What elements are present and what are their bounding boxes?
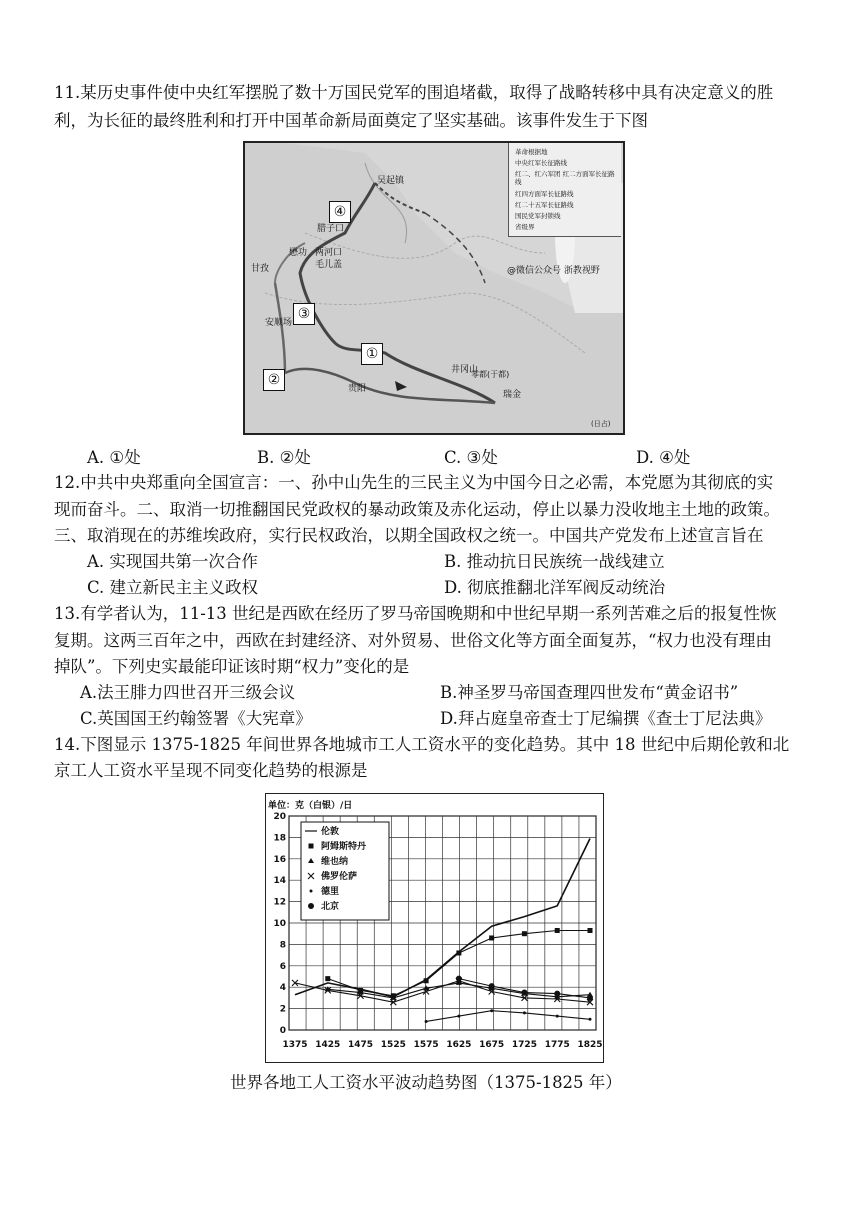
q12-line2: 现而奋斗。二、取消一切推翻国民党政权的暴动政策及赤化运动，停止以暴力没收地主土地的政策。 bbox=[54, 500, 780, 519]
q12-line3: 三、取消现在的苏维埃政府，实行民权政治，以期全国政权之统一。中国共产党发布上述宣言旨在 bbox=[54, 526, 764, 545]
data-point bbox=[325, 976, 330, 981]
legend-swatch bbox=[308, 903, 314, 909]
legend-item: 红二十五军长征路线 bbox=[515, 201, 574, 209]
place-lazikou: 腊子口 bbox=[317, 224, 345, 234]
data-point bbox=[554, 991, 560, 997]
data-point bbox=[489, 935, 494, 940]
x-tick-label: 1625 bbox=[446, 1040, 472, 1050]
data-point bbox=[489, 983, 495, 989]
x-tick-label: 1825 bbox=[577, 1040, 603, 1050]
place-jinggangshan: 井冈山 bbox=[451, 365, 479, 375]
x-tick-label: 1525 bbox=[380, 1040, 406, 1050]
map-watermark: @微信公众号 浙教视野 bbox=[507, 266, 600, 276]
y-tick-label: 16 bbox=[273, 854, 286, 865]
q13-line2: 复期。这两三百年之中，西欧在封建经济、对外贸易、世俗文化等方面全面复苏，“权力也没有理由 bbox=[54, 631, 772, 650]
y-tick-label: 6 bbox=[279, 961, 286, 972]
q13-option-c[interactable]: C.英国国王约翰签署《大宪章》 bbox=[80, 709, 312, 728]
data-point bbox=[522, 931, 527, 936]
data-point bbox=[425, 1020, 428, 1023]
legend-label: 维也纳 bbox=[321, 857, 349, 867]
map-corner-note: (日占) bbox=[591, 420, 611, 428]
y-tick-label: 8 bbox=[279, 940, 286, 951]
q11-line1: 11.某历史事件使中央红军摆脱了数十万国民党军的围追堵截，取得了战略转移中具有决定意义的胜 bbox=[54, 83, 774, 102]
y-tick-label: 10 bbox=[273, 919, 286, 929]
chart-caption: 世界各地工人工资水平波动趋势图（1375-1825 年） bbox=[230, 1073, 622, 1092]
x-tick-label: 1775 bbox=[544, 1040, 570, 1050]
legend-label: 伦敦 bbox=[321, 827, 340, 837]
place-wuqizhen: 吴起镇 bbox=[377, 176, 405, 186]
q14-line2: 京工人工资水平呈现不同变化趋势的根源是 bbox=[54, 761, 368, 780]
x-tick-label: 1425 bbox=[315, 1040, 341, 1050]
legend-item: 红二、红六军团 红二方面军长征路线 bbox=[515, 170, 615, 186]
y-tick-label: 12 bbox=[273, 897, 286, 908]
y-tick-label: 0 bbox=[279, 1026, 286, 1036]
data-point bbox=[523, 1011, 526, 1014]
legend-label: 德里 bbox=[321, 887, 340, 897]
data-point bbox=[589, 1018, 592, 1021]
marker-4: ④ bbox=[329, 201, 351, 223]
place-yudu: 零都(于都) bbox=[471, 370, 510, 379]
q11-option-d[interactable]: D. ④处 bbox=[636, 448, 691, 467]
y-tick-label: 20 bbox=[273, 812, 286, 822]
legend-item: 革命根据地 bbox=[515, 148, 548, 156]
chart-unit-label: 单位：克（白银）/日 bbox=[268, 801, 353, 811]
data-point bbox=[555, 928, 560, 933]
legend-swatch bbox=[309, 844, 314, 849]
data-point bbox=[587, 995, 593, 1001]
place-anshunchang: 安顺场 bbox=[265, 318, 293, 328]
chart-legend bbox=[301, 822, 389, 920]
q12-option-a[interactable]: A. 实现国共第一次合作 bbox=[87, 552, 258, 571]
legend-label: 阿姆斯特丹 bbox=[321, 842, 367, 852]
wage-chart bbox=[265, 793, 604, 1063]
legend-label: 佛罗伦萨 bbox=[321, 872, 358, 882]
y-tick-label: 2 bbox=[279, 1004, 286, 1015]
data-point bbox=[424, 978, 429, 983]
data-point bbox=[456, 950, 461, 955]
series-line-1 bbox=[328, 931, 590, 996]
marker-2: ② bbox=[263, 369, 285, 391]
data-point bbox=[490, 1009, 493, 1012]
place-maogong: 懋功 bbox=[289, 248, 308, 258]
q13-option-a[interactable]: A.法王腓力四世召开三级会议 bbox=[80, 683, 296, 702]
place-guiyang: 贵阳 bbox=[348, 384, 367, 394]
marker-3: ③ bbox=[293, 303, 315, 325]
q13-option-d[interactable]: D.拜占庭皇帝查士丁尼编撰《查士丁尼法典》 bbox=[440, 709, 772, 728]
data-point bbox=[457, 1015, 460, 1018]
q12-line1: 12.中共中央郑重向全国宣言：一、孙中山先生的三民主义为中国今日之必需，本党愿为其彻底的实 bbox=[54, 473, 774, 492]
legend-item: 中央红军长征路线 bbox=[515, 159, 567, 167]
y-tick-label: 14 bbox=[273, 876, 286, 887]
data-point bbox=[556, 1015, 559, 1018]
data-point bbox=[456, 976, 462, 982]
place-lianghekou: 两河口 bbox=[315, 248, 343, 258]
q13-option-b[interactable]: B.神圣罗马帝国查理四世发布“黄金诏书” bbox=[440, 683, 739, 702]
q11-option-a[interactable]: A. ①处 bbox=[87, 448, 141, 467]
map-legend bbox=[508, 143, 621, 237]
q11-option-c[interactable]: C. ③处 bbox=[444, 448, 498, 467]
y-tick-label: 18 bbox=[273, 833, 286, 844]
q12-option-d[interactable]: D. 彻底推翻北洋军阀反动统治 bbox=[444, 578, 666, 597]
legend-item: 红四方面军长征路线 bbox=[515, 190, 574, 198]
legend-swatch bbox=[310, 890, 313, 893]
marker-1: ① bbox=[361, 343, 383, 365]
q14-line1: 14.下图显示 1375-1825 年间世界各地城市工人工资水平的变化趋势。其中 18 世纪中后期伦敦和北 bbox=[54, 735, 790, 754]
data-point bbox=[588, 928, 593, 933]
q13-line3: 掉队”。下列史实最能印证该时期“权力”变化的是 bbox=[54, 657, 410, 676]
q11-option-b[interactable]: B. ②处 bbox=[257, 448, 311, 467]
x-tick-label: 1675 bbox=[479, 1040, 505, 1050]
place-ganzi: 甘孜 bbox=[251, 264, 270, 274]
x-tick-label: 1375 bbox=[282, 1040, 308, 1050]
y-tick-label: 4 bbox=[279, 983, 286, 994]
x-tick-label: 1575 bbox=[413, 1040, 439, 1050]
series-line-4 bbox=[426, 1011, 590, 1022]
legend-label: 北京 bbox=[321, 902, 340, 912]
q11-line2: 利，为长征的最终胜利和打开中国革命新局面奠定了坚实基础。该事件发生于下图 bbox=[54, 111, 648, 130]
legend-item: 国民党军封锁线 bbox=[515, 212, 561, 220]
x-tick-label: 1725 bbox=[511, 1040, 537, 1050]
x-tick-label: 1475 bbox=[348, 1040, 374, 1050]
legend-item: 省级界 bbox=[515, 223, 535, 231]
place-ruijin: 瑞金 bbox=[503, 390, 522, 400]
q13-line1: 13.有学者认为，11-13 世纪是西欧在经历了罗马帝国晚期和中世纪早期一系列苦难之后的报复性恢 bbox=[54, 604, 777, 623]
data-point bbox=[521, 990, 527, 996]
wage-chart-svg bbox=[266, 794, 603, 1062]
place-maoergai: 毛儿盖 bbox=[315, 260, 343, 270]
q12-option-b[interactable]: B. 推动抗日民族统一战线建立 bbox=[444, 552, 665, 571]
q12-option-c[interactable]: C. 建立新民主主义政权 bbox=[87, 578, 259, 597]
